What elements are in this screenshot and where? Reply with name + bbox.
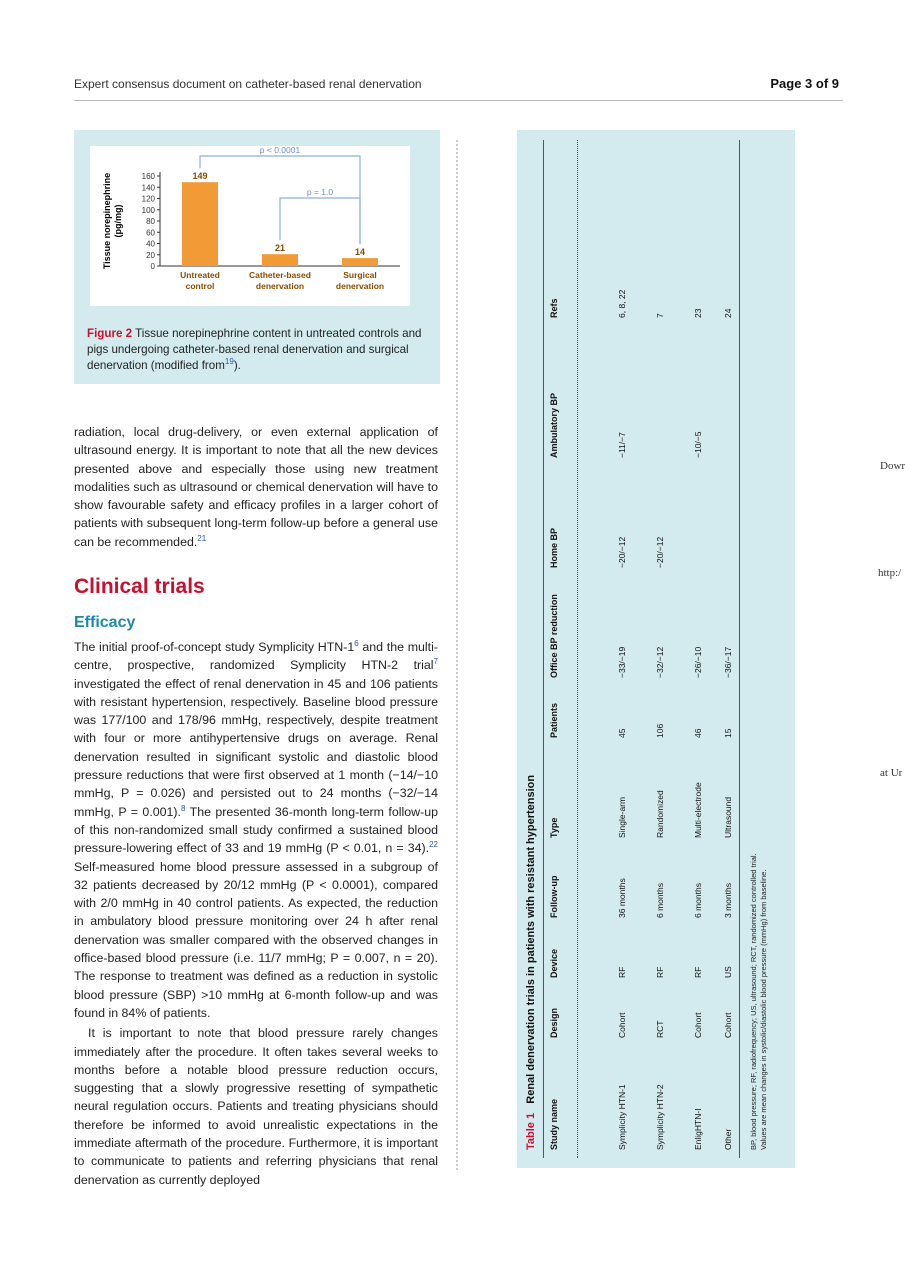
y-tick-label: 160 [141,172,155,181]
table-cell: Other [723,1128,733,1150]
bar-value-label: 149 [192,171,208,182]
table-cell: RF [617,966,627,978]
category-label: Surgical denervation [335,270,385,291]
table-column-header: Home BP [549,527,559,568]
y-tick-label: 0 [150,262,155,271]
edge-download-text: Dowr [880,460,905,472]
table-column-header: Type [549,817,559,838]
y-tick-label: 120 [141,194,155,204]
paragraph-1 [74,423,438,551]
para2-reference-2[interactable]: 7 [433,657,438,667]
column-separator [456,140,458,1170]
significance-label: p < 0.0001 [259,146,301,155]
table-cell: RF [693,966,703,978]
category-label: Untreated control [180,270,220,291]
y-tick-label: 140 [141,183,155,193]
table-column-header: Study name [549,1098,559,1150]
table-cell[interactable]: 6, 8, 22 [617,289,627,318]
para1-text: radiation, local drug-delivery, or even external application of ultrasound energy. It is important to note that all the new devices presented above and especially those using new treatment modalities such as ultrasound or chemical denervation will have to show favourable safety and efficacy profiles in a larger cohort of patients with subsequent long-term follow-up before a general use can be recommended. [74,425,438,549]
para3-text: It is important to note that blood pressure rarely changes immediately after the procedure. It often takes several weeks to months before a notable blood pressure reduction occurs, suggesting that a slowly progressive resetting of sympathetic neural regulation occurs. Patients and treating physicians should therefore be informed to avoid unrealistic expectations in the immediate aftermath of the procedure. Furthermore, it is important to communicate to patients and referring physicians that renal denervation as currently deployed [74,1026,438,1187]
para2-text-c: investigated the effect of renal denervation in 45 and 106 patients with resistant hypertension, respectively. Baseline blood pressure was 177/100 and 178/96 mmHg, respectively, despite treatment with four or more antihypertensive drugs on average. Renal denervation resulted in significant systolic and diastolic blood pressure reductions that were first observed at 1 month (−14/−10 mmHg, P = 0.026) and persisted out to 24 months (−32/−14 mmHg, P = 0.001). [74,676,438,819]
table-cell: EnligHTN-I [693,1108,703,1150]
para2-text-d: The presented 36-month long-term follow-up of this non-randomized small study confirmed a sustained blood pressure-lowering effect of 33 and 19 mmHg (P < 0.01, n = 34). [74,804,438,856]
table-footnotes [749,150,769,1150]
table-footnote-2: Values are mean changes in systolic/diastolic blood pressure (mmHg) from baseline. [759,869,768,1150]
table-cell: −36/−17 [723,646,733,678]
figure-caption [87,326,427,374]
table-column-header: Patients [549,702,559,738]
para2-text-b: and the multi-centre, prospective, randomized Symplicity HTN-2 trial [74,640,439,673]
chart-svg [90,146,410,306]
table-cell: Multi-electrode [693,782,703,838]
table-cell: RF [655,966,665,978]
figure-label: Figure 2 [87,327,133,340]
table-column-header: Design [549,1007,559,1038]
table-column-header: Follow-up [549,875,559,918]
table-cell: −20/−12 [655,536,665,568]
table-column-header: Ambulatory BP [549,392,559,458]
table-cell: −26/−10 [693,646,703,678]
table-cell: 6 months [655,883,665,918]
figure-2 [74,130,440,384]
y-tick-label: 40 [146,239,155,249]
table-cell: Symplicity HTN-2 [655,1084,665,1150]
table-cell: 45 [617,728,627,738]
table-cell: −11/−7 [617,432,627,458]
table-cell: Cohort [693,1012,703,1038]
bar [342,258,378,266]
table-cell: Single-arm [617,796,627,838]
table-header-rule [577,140,578,1158]
table-cell: US [723,966,733,978]
table-cell: −10/−5 [693,431,703,458]
table-label: Table 1 [525,1112,537,1150]
para2-reference-4[interactable]: 22 [429,840,438,850]
table-cell: 36 months [617,878,627,918]
table-column-header: Office BP reduction [549,594,559,678]
table-top-rule [543,140,544,1158]
caption-end: ). [233,359,241,372]
table-column-header: Device [549,948,559,978]
page-number: Page 3 of 9 [770,76,839,91]
y-tick-label: 20 [146,250,155,260]
table-rotated-content [517,130,795,1168]
bar [182,182,218,266]
running-title: Expert consensus document on catheter-based renal denervation [74,77,422,91]
table-cell: Symplicity HTN-1 [617,1084,627,1150]
table-title-text: Renal denervation trials in patients with resistant hypertension [525,774,537,1104]
table-cell[interactable]: 23 [693,308,703,318]
y-tick-label: 80 [146,217,155,226]
table-cell: 15 [723,728,733,738]
table-cell: 3 months [723,883,733,918]
table-cell[interactable]: 7 [655,313,665,318]
table-cell: Randomized [655,790,665,838]
para1-reference[interactable]: 21 [197,533,207,543]
table-cell: Ultrasound [723,796,733,838]
significance-label: p = 1.0 [306,187,334,197]
section-heading: Clinical trials [74,575,205,598]
table-cell: −32/−12 [655,646,665,678]
table-1 [517,130,795,1168]
caption-reference[interactable]: 19 [224,357,234,367]
table-column-header: Refs [549,298,559,318]
header-rule [74,100,843,101]
table-cell: Cohort [617,1012,627,1038]
subsection-heading: Efficacy [74,614,136,631]
bar-value-label: 21 [274,243,286,254]
bar [262,254,298,266]
table-cell: 106 [655,723,665,738]
table-cell: −33/−19 [617,646,627,678]
category-label: Catheter-based denervation [249,270,311,291]
significance-bracket [280,198,360,244]
paragraph-2 [74,638,438,1189]
para2-reference-3[interactable]: 8 [181,803,186,813]
table-footnote-1: BP, blood pressure; RF, radiofrequency; US, ultrasound; RCT, randomized controlled trial. [749,853,758,1150]
edge-institution-text: at Ur [880,767,903,779]
bar-chart [90,146,410,306]
table-cell: 46 [693,728,703,738]
y-tick-label: 100 [141,205,155,215]
y-axis-label: Tissue norepinephrine(pg/mg) [102,172,123,270]
para2-reference-1[interactable]: 6 [354,638,359,648]
table-cell: Cohort [723,1012,733,1038]
bar-value-label: 14 [354,247,366,258]
table-cell: 6 months [693,883,703,918]
table-cell: −20/−12 [617,536,627,568]
edge-url-text[interactable]: http:/ [878,567,902,579]
y-tick-label: 60 [146,228,155,238]
caption-text: Tissue norepinephrine content in untreated controls and pigs undergoing catheter-based renal denervation and surgical denervation (modified from [87,327,422,372]
para2-text-a: The initial proof-of-concept study Symplicity HTN-1 [74,640,355,654]
table-bottom-rule [739,140,740,1158]
table-cell[interactable]: 24 [723,308,733,318]
table-title [525,775,537,1150]
para2-text-e: Self-measured home blood pressure assessed in a subgroup of 32 patients decreased by 20/12 mmHg (P < 0.0001), compared with 2/0 mmHg in 40 control patients. As expected, the reduction in ambulatory blood pressure monitoring over 24 h after renal denervation was smaller compared with the observed changes in office-based blood pressure (i.e. 11/7 mmHg; P = 0.007, n = 20). The response to treatment was defined as a reduction in systolic blood pressure (SBP) >10 mmHg at 6-month follow-up and was found in 84% of patients. [74,859,438,1020]
table-cell: RCT [655,1020,665,1038]
